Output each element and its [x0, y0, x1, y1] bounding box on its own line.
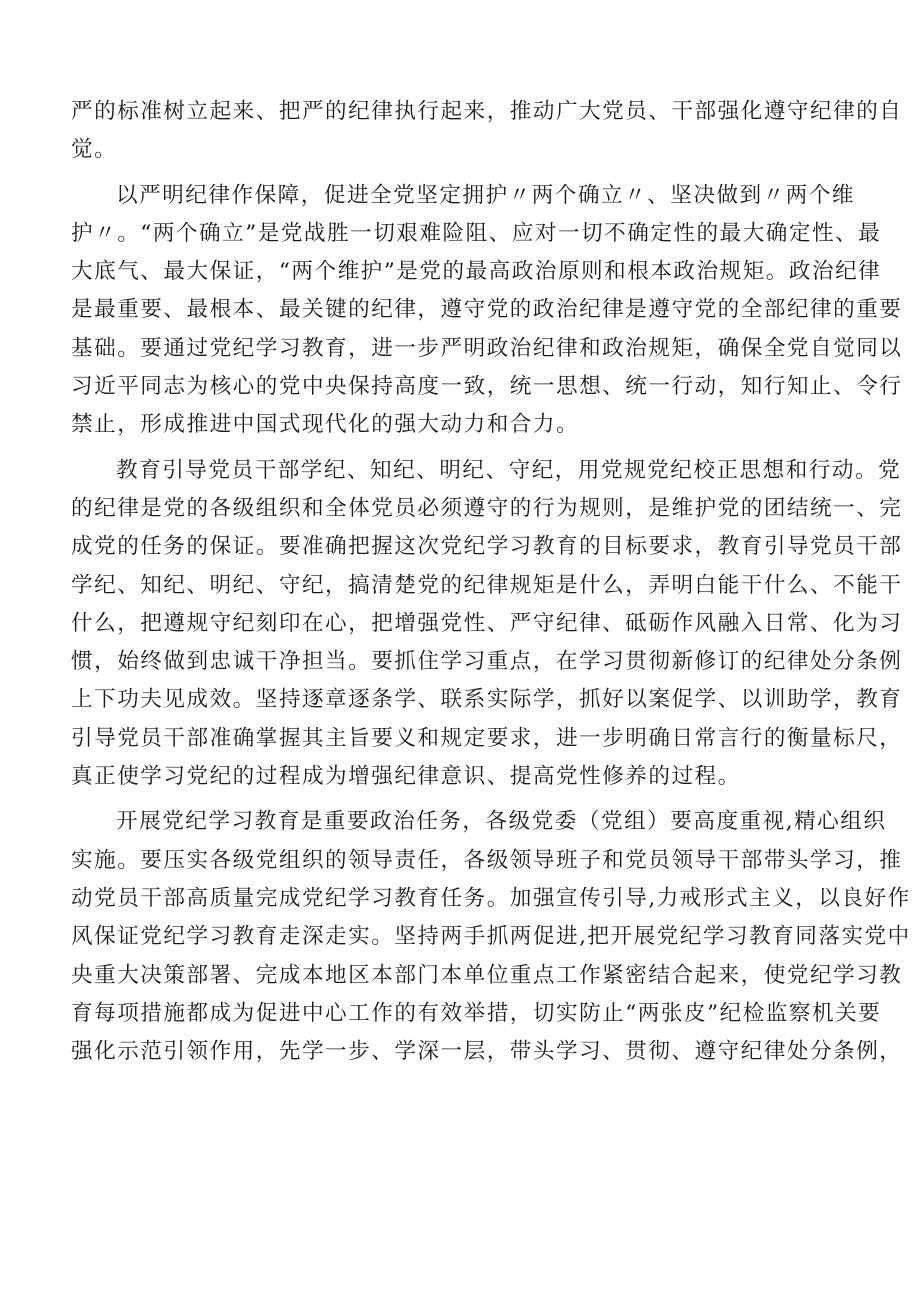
text-line: 风保证党纪学习教育走深走实。坚持两手抓两促进,把开展党纪学习教育同落实党中 — [71, 924, 911, 950]
text-line: 央重大决策部署、完成本地区本部门本单位重点工作紧密结合起来，使党纪学习教 — [71, 962, 903, 988]
paragraph — [71, 452, 903, 797]
paragraph-spacer — [71, 796, 853, 803]
text-line: 学纪、知纪、明纪、守纪，搞清楚党的纪律规矩是什么，弄明白能干什么、不能干 — [71, 572, 903, 598]
text-line: 引导党员干部准确掌握其主旨要义和规定要求，进一步明确日常言行的衡量标尺， — [71, 725, 903, 751]
text-line: 惯，始终做到忠诚干净担当。要抓住学习重点，在学习贯彻新修订的纪律处分条例 — [71, 649, 903, 675]
text-line: 成党的任务的保证。要准确把握这次党纪学习教育的目标要求，教育引导党员干部 — [71, 534, 903, 560]
text-line: 什么，把遵规守纪刻印在心，把增强党性、严守纪律、砥砺作风融入日常、化为习 — [71, 610, 903, 636]
text-line: 育每项措施都成为促进中心工作的有效举措，切实防止“两张皮”纪检监察机关要 — [71, 1000, 882, 1026]
text-line: 习近平同志为核心的党中央保持高度一致，统一思想、统一行动，知行知止、令行 — [71, 374, 903, 400]
text-line: 大底气、最大保证，“两个维护”是党的最高政治原则和根本政治规矩。政治纪律 — [71, 259, 882, 285]
paragraph — [71, 803, 911, 1071]
text-line: 上下功夫见成效。坚持逐章逐条学、联系实际学，抓好以案促学、以训助学，教育 — [71, 687, 903, 713]
text-line: 真正使学习党纪的过程成为增强纪律意识、提高党性修养的过程。 — [71, 764, 741, 790]
text-line: 动党员干部高质量完成党纪学习教育任务。加强宣传引导,力戒形式主义，以良好作 — [71, 885, 911, 911]
text-line: 以严明纪律作保障，促进全党坚定拥护〃两个确立〃、坚决做到〃两个维 — [116, 182, 856, 208]
text-line: 严的标准树立起来、把严的纪律执行起来，推动广大党员、干部强化遵守纪律的自 — [71, 99, 903, 124]
document-body — [71, 93, 911, 1071]
text-line: 的纪律是党的各级组织和全体党员必须遵守的行为规则，是维护党的团结统一、完 — [71, 495, 903, 521]
text-line: 实施。要压实各级党组织的领导责任，各级领导班子和党员领导干部带头学习，推 — [71, 847, 903, 873]
text-line: 开展党纪学习教育是重要政治任务，各级党委（党组）要高度重视,精心组织 — [116, 809, 887, 835]
text-line: 觉。 — [71, 137, 118, 163]
paragraph-spacer — [71, 170, 853, 177]
text-line: 禁止，形成推进中国式现代化的强大动力和合力。 — [71, 412, 580, 438]
text-line: 强化示范引领作用，先学一步、学深一层，带头学习、贯彻、遵守纪律处分条例， — [71, 1039, 903, 1065]
text-line: 护〃。“两个确立”是党战胜一切艰难险阻、应对一切不确定性的最大确定性、最 — [71, 220, 882, 246]
text-line: 教育引导党员干部学纪、知纪、明纪、守纪，用党规党纪校正思想和行动。党 — [116, 457, 902, 483]
text-line: 基础。要通过党纪学习教育，进一步严明政治纪律和政治规矩，确保全党自觉同以 — [71, 335, 903, 361]
text-line: 是最重要、最根本、最关键的纪律，遵守党的政治纪律是遵守党的全部纪律的重要 — [71, 297, 903, 323]
paragraph — [71, 177, 903, 445]
paragraph — [71, 93, 903, 170]
paragraph-spacer — [71, 445, 853, 452]
